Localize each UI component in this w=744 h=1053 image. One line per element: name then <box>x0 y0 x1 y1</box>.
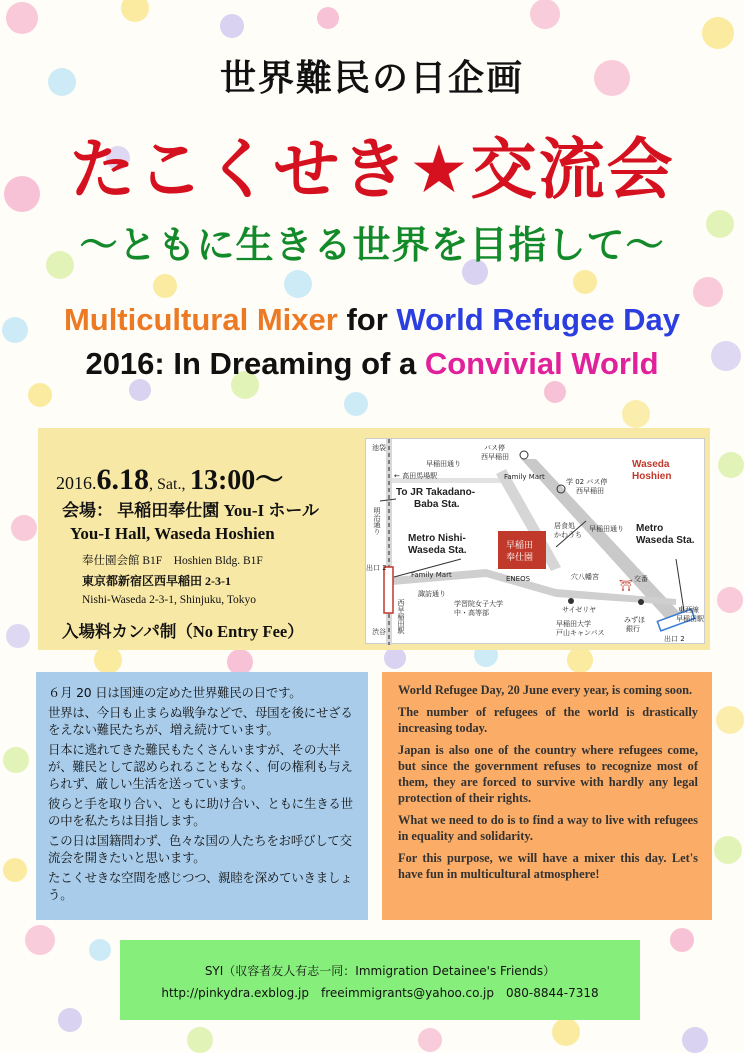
english-title-for: for <box>346 302 388 337</box>
jp-paragraph-3: 日本に逃れてきた難民もたくさんいますが、その大半が、難民として認められることもなく、何の権利も与えられず、厳しい生活を送っています。 <box>48 742 353 791</box>
japanese-description-box <box>36 672 368 920</box>
jp-paragraph-1: ６月 20 日は国連の定めた世界難民の日です。 <box>48 685 302 700</box>
map-label-mizuho: みずほ <box>624 616 645 624</box>
date-month-day: 6.18 <box>96 463 149 496</box>
map-label-bus-stop: バス停 <box>484 444 505 452</box>
english-description-box <box>382 672 712 920</box>
map-label-hoshien-en-1: Waseda <box>632 459 670 470</box>
map-label-metro-nishi-1: Metro Nishi- <box>408 533 466 544</box>
map-label-toyama: 早稲田大学 <box>556 620 591 628</box>
map-label-gakushu-stop: 西早稲田 <box>576 487 604 495</box>
organizer-contact: http://pinkydra.exblog.jp freeimmigrants@yahoo.co.jp 080-8844-7318 <box>161 986 599 1000</box>
venue-map <box>365 438 705 644</box>
event-series-heading: 世界難民の日企画 <box>219 58 524 99</box>
map-label-izakaya: 居食処 <box>554 522 575 530</box>
map-label-anahachiman: 穴八幡宮 <box>571 573 599 581</box>
subtitle: ～ともに生きる世界を目指して～ <box>79 223 665 267</box>
map-label-hoshien-box-2: 奉仕園 <box>506 553 534 563</box>
map-label-metro-waseda-1: Metro <box>636 523 664 534</box>
map-label-suwa-dori: 諏訪通り <box>418 590 446 598</box>
map-label-exit2-right: 出口 2 <box>664 635 685 643</box>
organizer-name: SYI（収容者友人有志一同：Immigration Detainee's Friends） <box>204 964 556 978</box>
english-title-line-2 <box>0 346 744 382</box>
map-label-metro-nishi-2: Waseda Sta. <box>408 545 467 556</box>
en-paragraph-2: The number of refugees of the world is drastically increasing today. <box>398 705 698 735</box>
map-label-baba-sta: Baba Sta. <box>414 499 460 510</box>
en-paragraph-5: For this purpose, we will have a mixer this day. Let's have fun in multicultural atmosphere! <box>398 851 698 881</box>
english-title-refugee-day: World Refugee Day <box>396 302 681 337</box>
english-title-dreaming: 2016: In Dreaming of a <box>85 346 417 381</box>
map-label-mizuho-2: 銀行 <box>626 625 640 633</box>
main-title: たこくせき★交流会 <box>69 131 675 208</box>
map-label-izakaya-name: かわうち <box>554 531 582 539</box>
en-paragraph-1: World Refugee Day, 20 June every year, is coming soon. <box>398 683 693 697</box>
organizer-footer <box>120 940 640 1020</box>
english-title-convivial: Convivial World <box>424 346 659 381</box>
date-weekday: , Sat., <box>149 476 186 493</box>
map-label-takadanobaba: ← 高田馬場駅 <box>394 472 438 480</box>
map-label-hoshien-box-1: 早稲田 <box>506 541 534 551</box>
map-label-hoshien-en-2: Hoshien <box>632 471 672 482</box>
jp-paragraph-4: 彼らと手を取り合い、ともに助け合い、ともに生きる世の中を私たちは目指します。 <box>48 796 353 828</box>
map-label-family-mart-2: Family Mart <box>411 571 452 579</box>
address-en: Nishi-Waseda 2-3-1, Shinjuku, Tokyo <box>82 594 257 606</box>
map-label-toyama-2: 戸山キャンパス <box>556 629 605 637</box>
venue-label: 会場： <box>62 501 113 520</box>
map-label-gakushuin-2: 中・高等部 <box>454 609 489 617</box>
map-label-ikebukuro: 池袋 <box>372 444 386 452</box>
map-label-saizeriya: サイゼリヤ <box>562 606 597 614</box>
nishi-waseda-station-marker <box>384 567 393 613</box>
entry-fee: 入場料カンパ制（No Entry Fee） <box>62 622 304 641</box>
map-label-to-jr: To JR Takadano- <box>396 487 476 498</box>
venue-line <box>62 496 319 521</box>
english-title-mixer: Multicultural Mixer <box>63 302 338 337</box>
map-label-metro-waseda-2: Waseda Sta. <box>636 535 695 546</box>
map-label-waseda-dori: 早稲田通り <box>426 460 461 468</box>
event-date <box>56 458 283 498</box>
venue-jp: 早稲田奉仕園 You-I ホール <box>117 501 320 520</box>
venue-en: You-I Hall, Waseda Hoshien <box>70 524 275 543</box>
map-label-nishiwaseda-sta: 西早稲田駅 <box>397 599 405 634</box>
jp-paragraph-5: この日は国籍問わず、色々な国の人たちをお呼びして交流会を開きたいと思います。 <box>48 833 352 865</box>
map-label-exit2-left: 出口 2 <box>366 564 387 572</box>
koban-dot <box>638 599 644 605</box>
map-label-koban: 交番 <box>634 575 648 583</box>
map-label-eneos: ENEOS <box>506 575 531 583</box>
en-paragraph-3: Japan is also one of the country where refugees come, but since the government refuses to recognize most of them, they are forced to survive with hardly any legal protection of their rights. <box>398 743 698 805</box>
event-time: 13:00～ <box>189 465 284 496</box>
address-jp: 東京都新宿区西早稲田 2-3-1 <box>82 574 231 588</box>
map-label-tozai-2: 早稲田駅 <box>676 615 704 623</box>
map-label-bus-stop-name: 西早稲田 <box>481 453 509 461</box>
map-label-gakushuin: 学習院女子大学 <box>454 600 503 608</box>
map-label-shibuya: 渋谷 <box>372 628 386 636</box>
map-label-family-mart-1: Family Mart <box>504 473 545 481</box>
svg-text:⛩: ⛩ <box>619 579 633 592</box>
saizeriya-dot <box>568 598 574 604</box>
bus-stop-marker <box>520 451 528 459</box>
jp-paragraph-6: たこくせきな空間を感じつつ、親睦を深めていきましょう。 <box>48 870 353 902</box>
en-paragraph-4: What we need to do is to find a way to live with refugees in equality and solidarity. <box>398 813 698 843</box>
map-label-gakushu-bus: 学 02 バス停 <box>566 478 608 486</box>
map-label-waseda-dori-2: 早稲田通り <box>589 525 624 533</box>
building-floor: 奉仕園会館 B1F Hoshien Bldg. B1F <box>82 555 263 567</box>
english-title-line-1 <box>0 302 744 338</box>
map-label-tozai-1: 東西線 <box>678 606 699 614</box>
jp-paragraph-2: 世界は、今日も止まらぬ戦争などで、母国を後にせざるをえない難民たちが、増え続けています。 <box>48 705 353 737</box>
date-year: 2016. <box>56 473 97 493</box>
map-label-meiji-dori: 明治通り <box>373 507 381 535</box>
arrow-to-waseda-sta <box>676 559 684 611</box>
